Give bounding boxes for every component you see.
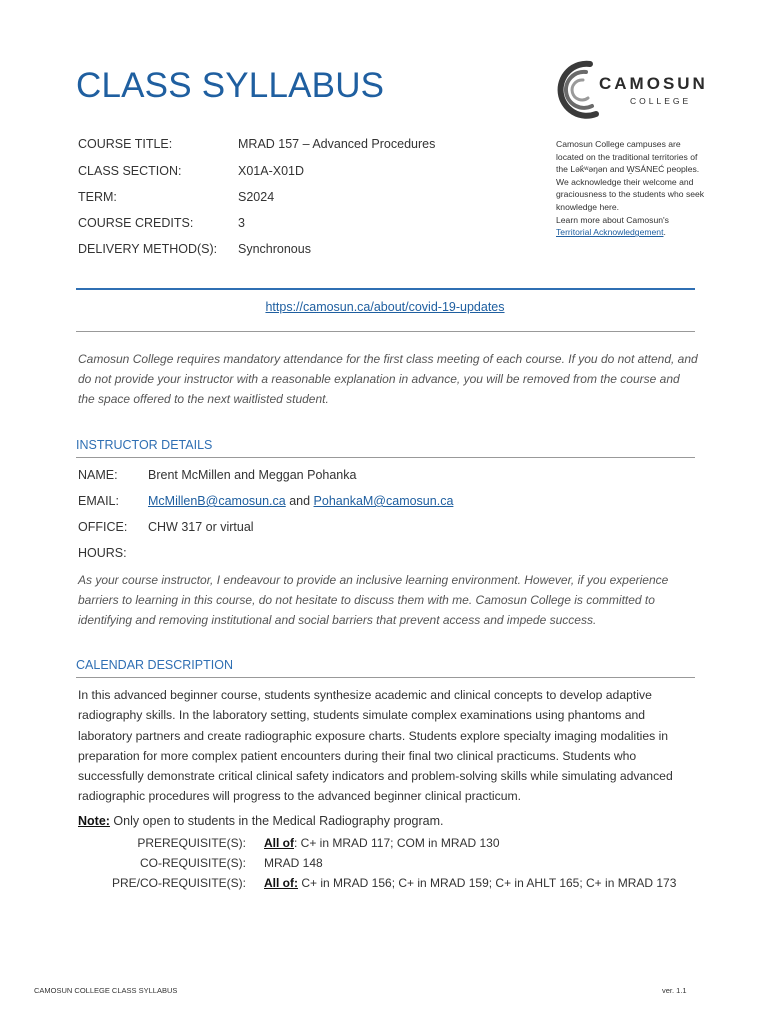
class-section-value: X01A-X01D — [238, 164, 305, 178]
instructor-details-heading: INSTRUCTOR DETAILS — [76, 438, 213, 452]
instructor-hours-label: HOURS: — [78, 546, 127, 560]
instructor-divider — [76, 457, 695, 458]
college-logo — [556, 60, 708, 120]
ack-line: the Lək̓ʷəŋən and W̱SÁNEĆ peoples. — [556, 164, 700, 175]
precorequisite-label: PRE/CO-REQUISITE(S): — [111, 876, 246, 890]
precorequisite-all-of: All of: — [264, 876, 298, 890]
term-value: S2024 — [238, 190, 275, 204]
email-link-pohanka[interactable]: PohankaM@camosun.ca — [313, 494, 454, 508]
ack-line: located on the traditional territories of — [556, 151, 698, 162]
covid-divider — [76, 331, 695, 332]
class-section-label: CLASS SECTION: — [78, 164, 182, 178]
instructor-name-label: NAME: — [78, 468, 118, 482]
instructor-office-label: OFFICE: — [78, 520, 128, 534]
covid-updates-link[interactable]: https://camosun.ca/about/covid-19-updates — [265, 300, 505, 314]
instructor-office-value: CHW 317 or virtual — [148, 520, 254, 534]
covid-updates-link-wrapper — [0, 300, 770, 314]
ack-link-suffix: . — [663, 227, 666, 238]
instructor-email-label: EMAIL: — [78, 494, 119, 508]
corequisite-value — [264, 856, 323, 870]
course-credits-value: 3 — [238, 216, 245, 230]
ack-line: Learn more about Camosun's — [556, 214, 669, 225]
delivery-method-label: DELIVERY METHOD(S): — [78, 242, 218, 256]
email-and: and — [285, 494, 314, 508]
calendar-description: In this advanced beginner course, students synthesize academic and clinical concepts to develop adaptive radiography skills. In the laboratory setting, students simulate complex examinations using phantoms and laboratory partners and create radiographic exposure charts. Students explore specialty imaging modalities in preparation for more complex patient encounters during their final two clinical practicums. Students who successfully demonstrate critical clinical safety indicators and problem-solving skills while simulating advanced radiographic procedures will progress to the advanced beginner clinical practicum. — [78, 688, 673, 804]
footer-title: CAMOSUN COLLEGE CLASS SYLLABUS — [34, 986, 178, 995]
ack-line: graciousness to the students who seek — [556, 189, 705, 200]
prerequisite-label: PREREQUISITE(S): — [137, 836, 246, 850]
calendar-divider — [76, 677, 695, 678]
prerequisite-row — [0, 836, 770, 852]
territorial-acknowledgement — [556, 138, 718, 239]
precorequisite-value — [264, 876, 676, 890]
corequisite-row — [0, 856, 770, 872]
prerequisite-text: : C+ in MRAD 117; COM in MRAD 130 — [294, 836, 500, 850]
ack-line: knowledge here. — [556, 201, 620, 212]
header-divider — [76, 288, 695, 290]
prerequisite-value — [264, 836, 500, 850]
logo-text-camosun: CAMOSUN — [599, 74, 708, 93]
attendance-notice: Camosun College requires mandatory attendance for the first class meeting of each course. If you do not attend, and do not provide your instructor with a reasonable explanation in advance, you will be removed from the course and the space offered to the next waitlisted student. — [78, 352, 698, 406]
logo-text-college: COLLEGE — [630, 96, 692, 106]
course-credits-label: COURSE CREDITS: — [78, 216, 194, 230]
corequisite-text: MRAD 148 — [264, 856, 323, 870]
term-label: TERM: — [78, 190, 117, 204]
prerequisite-all-of: All of — [264, 836, 294, 850]
delivery-method-value: Synchronous — [238, 242, 311, 256]
instructor-email-value — [148, 494, 453, 508]
program-note — [78, 814, 443, 828]
ack-line: Camosun College campuses are — [556, 139, 681, 149]
course-title-label: COURSE TITLE: — [78, 137, 173, 151]
email-link-mcmillen[interactable]: McMillenB@camosun.ca — [148, 494, 286, 508]
note-label: Note: — [78, 814, 110, 828]
page-title: CLASS SYLLABUS — [76, 66, 385, 105]
inclusive-statement: As your course instructor, I endeavour to provide an inclusive learning environment. However, if you experience barriers to learning in this course, do not hesitate to discuss them with me. Camosun College is committed to identifying and removing institutional and social barriers that prevent access and impede success. — [78, 573, 669, 627]
note-text: Only open to students in the Medical Radiography program. — [109, 814, 444, 828]
precorequisite-row — [0, 876, 770, 892]
territorial-acknowledgement-link[interactable]: Territorial Acknowledgement — [556, 227, 664, 238]
ack-line: We acknowledge their welcome and — [556, 176, 694, 187]
course-title-value: MRAD 157 – Advanced Procedures — [238, 137, 436, 151]
precorequisite-text: C+ in MRAD 156; C+ in MRAD 159; C+ in AHLT 165; C+ in MRAD 173 — [298, 876, 677, 890]
calendar-description-heading: CALENDAR DESCRIPTION — [76, 658, 233, 672]
instructor-name-value: Brent McMillen and Meggan Pohanka — [148, 468, 357, 482]
corequisite-label: CO-REQUISITE(S): — [139, 856, 246, 870]
footer-version: ver. 1.1 — [662, 986, 687, 995]
